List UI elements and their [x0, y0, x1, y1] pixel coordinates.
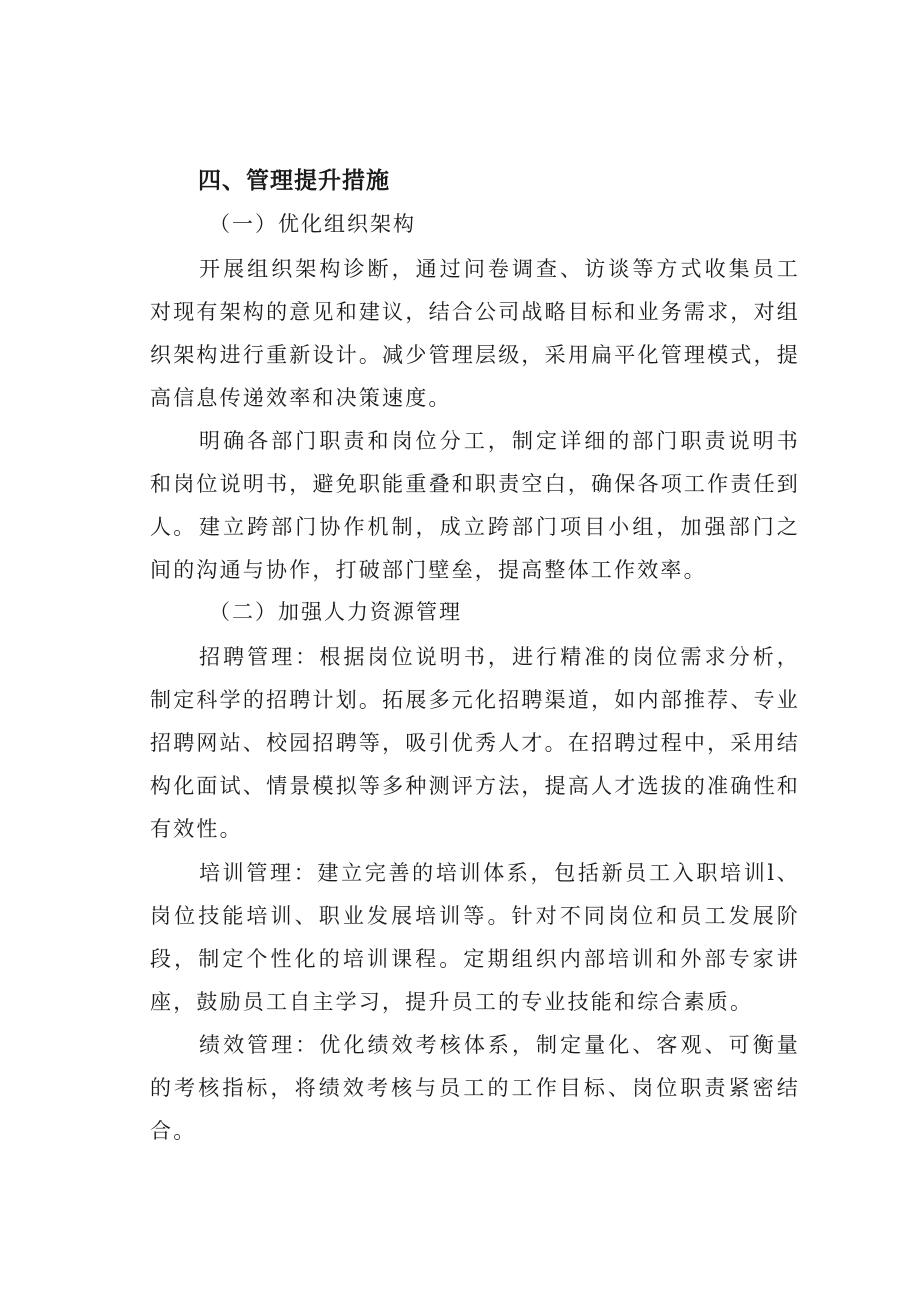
paragraph-performance: 绩效管理：优化绩效考核体系，制定量化、客观、可衡量的考核指标，将绩效考核与员工的工作目标、岗位职责紧密结合。 — [150, 1033, 800, 1143]
paragraph-cross-department: 建立跨部门协作机制，成立跨部门项目小组，加强部门之间的沟通与协作，打破部门壁垒，提高整体工作效率。 — [150, 515, 800, 582]
paragraph-recruitment: 招聘管理：根据岗位说明书，进行精准的岗位需求分析，制定科学的招聘计划。拓展多元化招聘渠道，如内部推荐、专业招聘网站、校园招聘等，吸引优秀人才。在招聘过程中，采用结构化面试、情景模拟等多种测评方法，提高人才选拔的准确性和有效性。 — [150, 645, 800, 841]
paragraph-org-diagnosis: 开展组织架构诊断，通过问卷调查、访谈等方式收集员工对现有架构的意见和建议，结合公司战略目标和业务需求，对组织架构进行重新设计。减少管理层级，采用扁平化管理模式，提高信息传递效率和决策速度。 — [150, 257, 800, 410]
section-title: 四、管理提升措施 — [198, 168, 390, 194]
paragraph-training: 培训管理：建立完善的培训体系，包括新员工入职培训l、岗位技能培训、职业发展培训等。针对不同岗位和员工发展阶段，制定个性化的培训课程。定期组织内部培训和外部专家讲座，鼓励员工自主学习，提升员工的专业技能和综合素质。 — [150, 861, 800, 1014]
subsection-title-2: （二）加强人力资源管理 — [209, 600, 462, 624]
paragraph-responsibilities: 明确各部门职责和岗位分工，制定详细的部门职责说明书和岗位说明书，避免职能重叠和职责空白，确保各项工作责任到人。 — [150, 429, 800, 539]
subsection-title-1: （一）优化组织架构 — [209, 212, 416, 236]
